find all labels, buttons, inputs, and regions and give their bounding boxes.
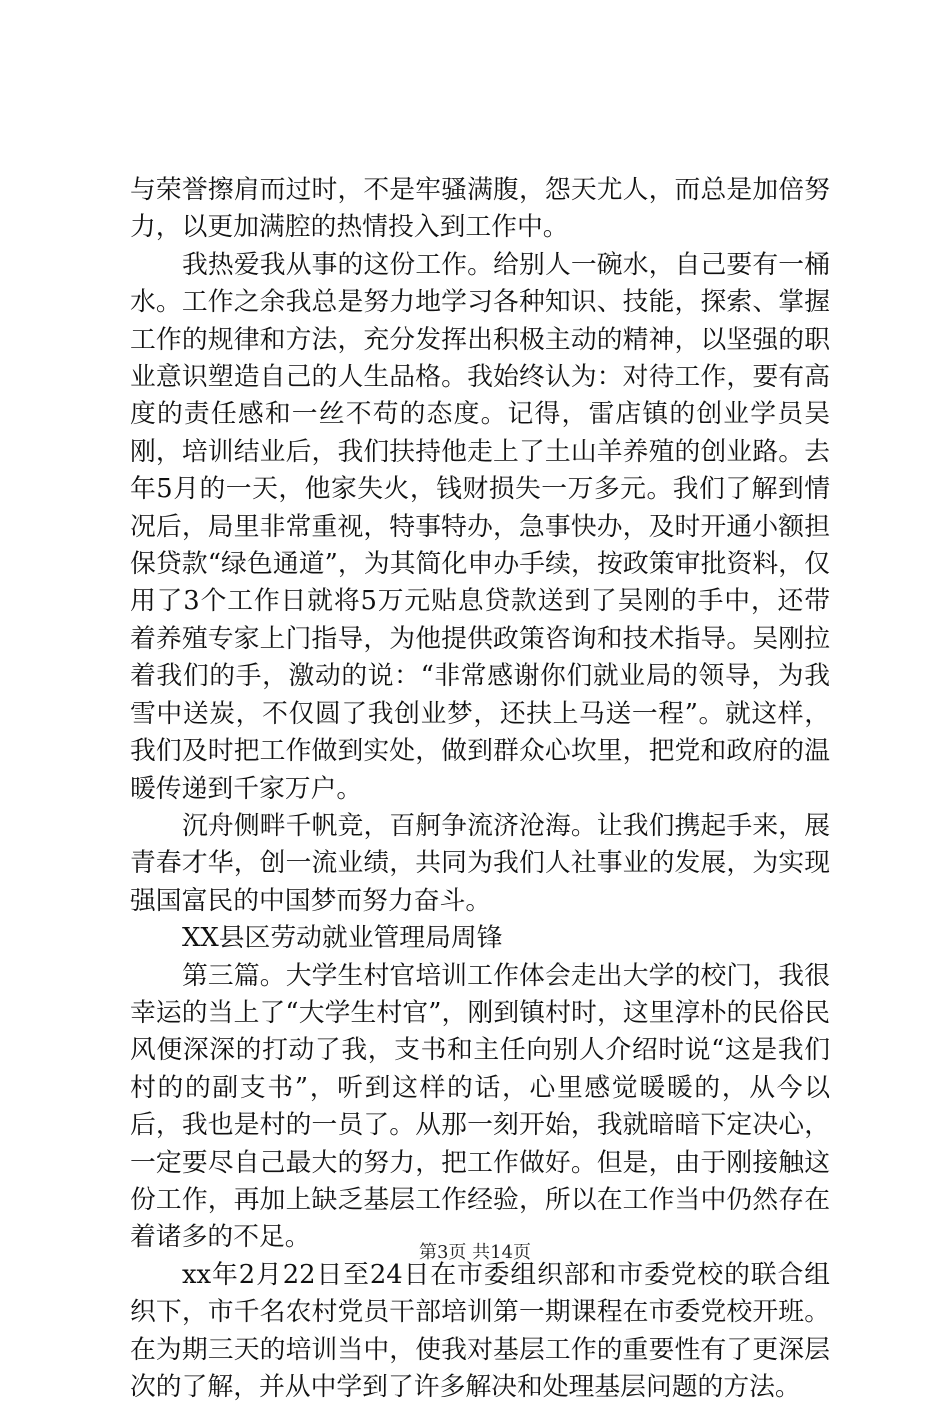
paragraph-3: 沉舟侧畔千帆竞，百舸争流济沧海。让我们携起手来，展青春才华，创一流业绩，共同为我们人社事业的发展，为实现强国富民的中国梦而努力奋斗。 xyxy=(130,810,830,916)
signature-line: XX县区劳动就业管理局周锋 xyxy=(182,923,503,954)
page-number-footer: 第3页 共14页 xyxy=(418,1242,532,1263)
paragraph-5: 第三篇。大学生村官培训工作体会走出大学的校门，我很幸运的当上了“大学生村官”，刚到镇村时，这里淳朴的民俗民风便深深的打动了我，支书和主任向别人介绍时说“这是我们村的的副支书”，听到这样的话，心里感觉暖暖的，从今以后，我也是村的一员了。从那一刻开始，我就暗暗下定决心，一定要尽自己最大的努力，把工作做好。但是，由于刚接触这份工作，再加上缺乏基层工作经验，所以在工作当中仍然存在着诸多的不足。 xyxy=(130,960,830,1253)
paragraph-2: 我热爱我从事的这份工作。给别人一碗水，自己要有一桶水。工作之余我总是努力地学习各种知识、技能，探索、掌握工作的规律和方法，充分发挥出积极主动的精神，以坚强的职业意识塑造自己的人生品格。我始终认为：对待工作，要有高度的责任感和一丝不苟的态度。记得，雷店镇的创业学员吴刚，培训结业后，我们扶持他走上了土山羊养殖的创业路。去年5月的一天，他家失火，钱财损失一万多元。我们了解到情况后，局里非常重视，特事特办，急事快办，及时开通小额担保贷款“绿色通道”，为其简化申办手续，按政策审批资料，仅用了3个工作日就将5万元贴息贷款送到了吴刚的手中，还带着养殖专家上门指导，为他提供政策咨询和技术指导。吴刚拉着我们的手，激动的说：“非常感谢你们就业局的领导，为我雪中送炭，不仅圆了我创业梦，还扶上马送一程”。就这样，我们及时把工作做到实处，做到群众心坎里，把党和政府的温暖传递到千家万户。 xyxy=(130,249,830,804)
paragraph-6: xx年2月22日至24日在市委组织部和市委党校的联合组织下，市千名农村党员干部培训第一期课程在市委党校开班。在为期三天的培训当中，使我对基层工作的重要性有了更深层次的了解，并从中学到了许多解决和处理基层问题的方法。 xyxy=(130,1259,830,1402)
document-body xyxy=(130,172,830,1406)
paragraph-1: 与荣誉擦肩而过时，不是牢骚满腹，怨天尤人，而总是加倍努力，以更加满腔的热情投入到工作中。 xyxy=(130,175,830,243)
